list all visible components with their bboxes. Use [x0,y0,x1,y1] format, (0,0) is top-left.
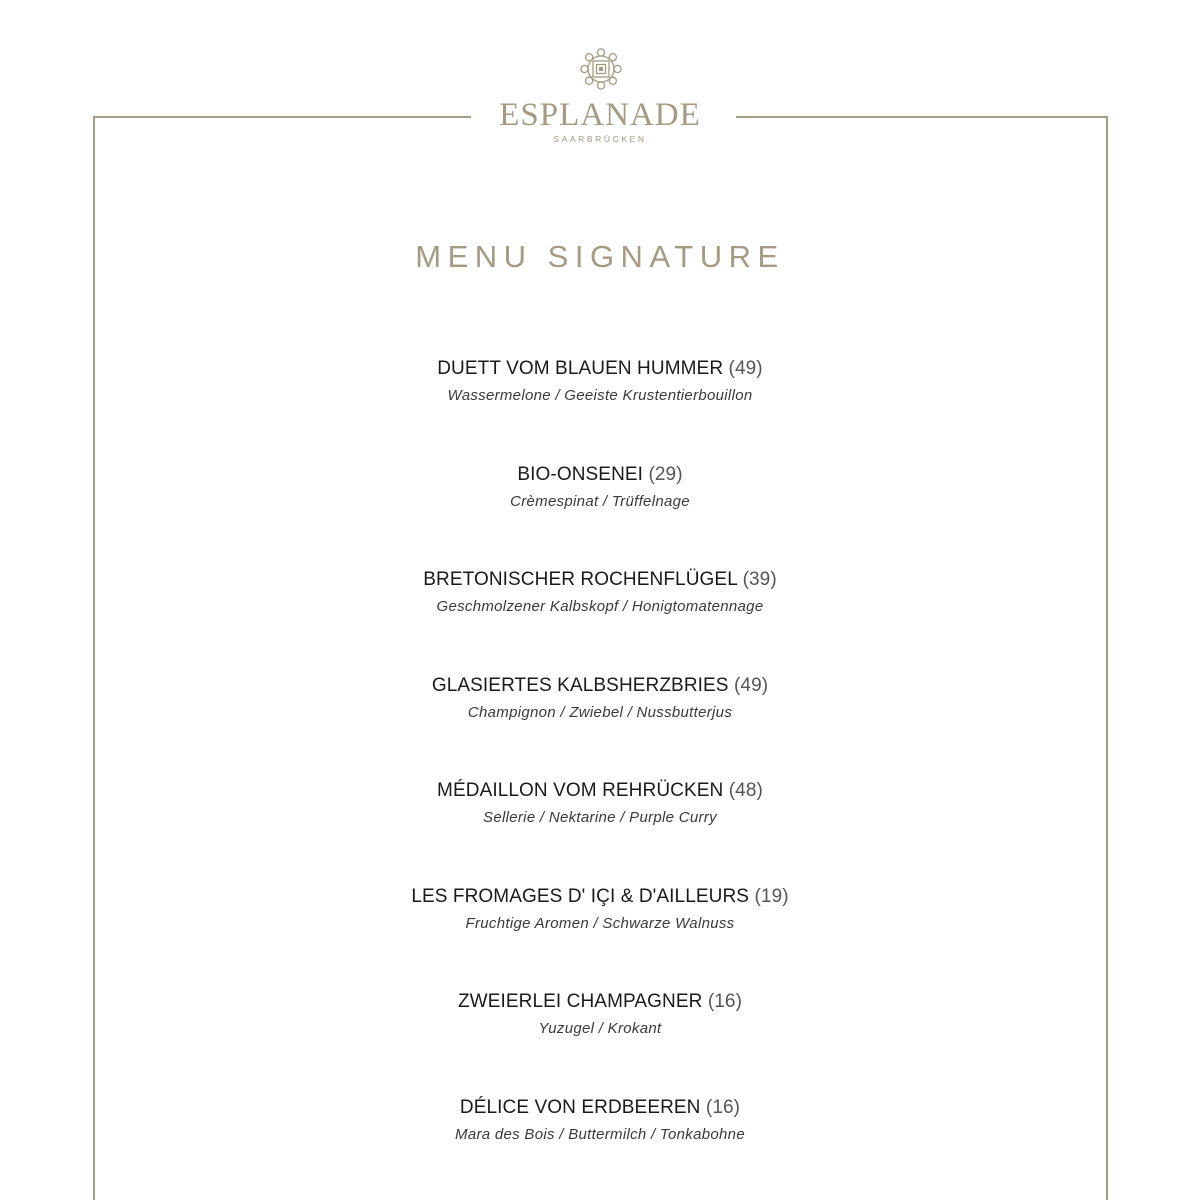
dish-name: DÉLICE VON ERDBEEREN [459,1096,701,1118]
dish-item [0,462,1200,568]
dish-name: DUETT VOM BLAUEN HUMMER [437,358,724,379]
dish-item [0,884,1200,990]
dish-price: (49) [733,674,769,696]
dish-item [0,567,1200,673]
ornamental-flower-icon [580,48,622,90]
dish-description: Sellerie / Nektarine / Purple Curry [483,809,717,826]
dish-price: (16) [707,991,743,1012]
dish-description: Yuzugel / Krokant [538,1020,662,1037]
brand-city: SAARBRÜCKEN [553,134,647,144]
brand-name: ESPLANADE [499,97,701,133]
dish-price: (16) [705,1096,741,1118]
dish-item [0,778,1200,884]
dish-price: (29) [648,463,683,485]
dish-price: (39) [742,569,777,590]
page-title: MENU SIGNATURE [415,239,785,274]
dish-description: Crèmespinat / Trüffelnage [510,492,690,510]
dish-price: (48) [728,780,763,801]
dish-description: Geschmolzener Kalbskopf / Honigtomatennage [436,598,764,615]
dish-description: Wassermelone / Geeiste Krustentierbouillon [447,387,753,404]
dish-price: (49) [728,358,763,379]
dish-item [0,673,1200,779]
dish-name: GLASIERTES KALBSHERZBRIES [431,674,729,696]
dish-item [0,989,1200,1095]
dish-item [0,356,1200,462]
dish-description: Fruchtige Aromen / Schwarze Walnuss [465,914,735,932]
dish-description: Mara des Bois / Buttermilch / Tonkabohne [455,1125,745,1143]
dish-price: (19) [754,885,789,907]
dish-item [0,1095,1200,1200]
dish-name: MÉDAILLON VOM REHRÜCKEN [437,780,724,801]
dish-name: BIO-ONSENEI [517,463,644,485]
dish-description: Champignon / Zwiebel / Nussbutterjus [467,703,733,721]
dish-list [0,356,1200,1200]
dish-name: BRETONISCHER ROCHENFLÜGEL [423,569,738,590]
dish-name: ZWEIERLEI CHAMPAGNER [457,991,703,1012]
dish-name: LES FROMAGES D' IÇI & D'AILLEURS [411,885,750,907]
